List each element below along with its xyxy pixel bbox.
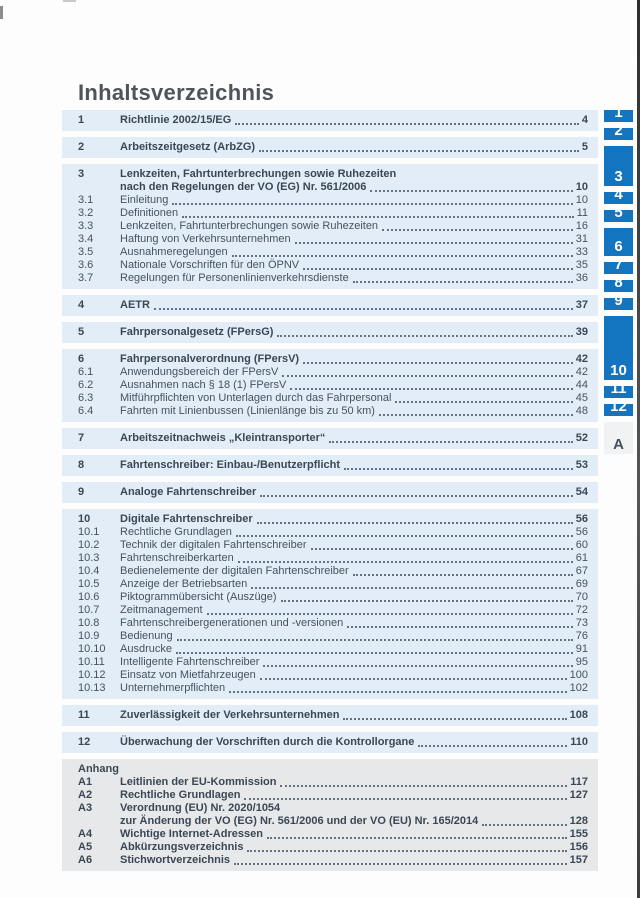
table-of-contents	[62, 110, 598, 877]
toc-entry-number: 5	[78, 326, 85, 338]
toc-entry-row	[62, 392, 598, 405]
toc-page-number: 91	[575, 643, 588, 655]
dot-leader	[207, 613, 573, 615]
toc-entry-title: Lenkzeiten, Fahrtunterbrechungen sowie Ruhezeiten	[120, 220, 379, 232]
toc-entry-number: 1	[78, 114, 85, 126]
toc-page-number: 100	[569, 669, 588, 681]
toc-page-number: 102	[569, 682, 588, 694]
dot-leader	[343, 718, 566, 720]
scan-mark-artifact	[0, 6, 3, 19]
dot-leader	[229, 691, 566, 693]
toc-page-number: 35	[575, 259, 588, 271]
toc-entry-title: Mitführpflichten von Unterlagen durch das Fahrpersonal	[120, 392, 392, 404]
dot-leader	[259, 150, 579, 152]
toc-page-number: 11	[576, 207, 588, 219]
toc-block-2	[62, 137, 598, 158]
toc-entry-title: Digitale Fahrtenschreiber	[120, 513, 253, 525]
toc-entry-row	[62, 776, 598, 789]
dot-leader	[344, 468, 573, 470]
toc-entry-title: Bedienelemente der digitalen Fahrtenschreiber	[120, 565, 349, 577]
toc-entry-row	[62, 207, 598, 220]
toc-block-10	[62, 509, 598, 699]
toc-entry-row	[62, 578, 598, 591]
toc-entry-row	[62, 326, 598, 339]
dot-leader	[154, 308, 573, 310]
chapter-tab-7: 7	[604, 262, 633, 274]
toc-entry-number: 10.12	[78, 669, 106, 681]
page-title: Inhaltsverzeichnis	[78, 80, 275, 105]
toc-entry-title: Richtlinie 2002/15/EG	[120, 114, 232, 126]
toc-entry-title: Anwendungsbereich der FPersV	[120, 366, 279, 378]
dot-leader	[238, 561, 573, 563]
toc-entry-row	[62, 168, 598, 181]
toc-entry-number: 3	[78, 168, 85, 180]
toc-page-number: 73	[575, 617, 588, 629]
chapter-tab-A: A	[604, 422, 633, 454]
dot-leader	[235, 123, 579, 125]
toc-block-9	[62, 482, 598, 503]
dot-leader	[282, 375, 572, 377]
toc-entry-title: Unternehmerpflichten	[120, 682, 226, 694]
toc-entry-row	[62, 682, 598, 695]
toc-entry-title: Technik der digitalen Fahrtenschreiber	[120, 539, 307, 551]
toc-entry-title: Wichtige Internet-Adressen	[120, 828, 263, 840]
dot-leader	[418, 745, 567, 747]
toc-entry-row	[62, 259, 598, 272]
dot-leader	[311, 548, 573, 550]
chapter-tab-1: 1	[604, 110, 633, 122]
toc-entry-number: 10	[78, 513, 91, 525]
toc-page-number: 56	[575, 526, 588, 538]
toc-entry-number: 3.2	[78, 207, 94, 219]
toc-entry-number: A5	[78, 841, 93, 853]
anhang-label: Anhang	[78, 763, 119, 775]
toc-entry-title: AETR	[120, 299, 150, 311]
dot-leader	[244, 798, 566, 800]
toc-entry-title: Verordnung (EU) Nr. 2020/1054	[120, 802, 281, 814]
toc-entry-number: 4	[78, 299, 85, 311]
toc-entry-number: 7	[78, 432, 85, 444]
dot-leader	[303, 362, 573, 364]
toc-entry-row	[62, 233, 598, 246]
toc-entry-title: Regelungen für Personenlinienverkehrsdienste	[120, 272, 349, 284]
toc-entry-title: Ausnahmeregelungen	[120, 246, 228, 258]
toc-entry-row	[62, 181, 598, 194]
dot-leader	[281, 600, 573, 602]
toc-entry-title: nach den Regelungen der VO (EG) Nr. 561/2006	[120, 181, 367, 193]
dot-leader	[176, 652, 573, 654]
dot-leader	[267, 837, 567, 839]
toc-entry-row	[62, 379, 598, 392]
toc-entry-number: 10.8	[78, 617, 100, 629]
toc-entry-number: A6	[78, 854, 93, 866]
chapter-tab-4: 4	[604, 192, 633, 204]
toc-page-number: 155	[569, 828, 588, 840]
toc-entry-title: Abkürzungsverzeichnis	[120, 841, 244, 853]
toc-entry-number: 10.7	[78, 604, 100, 616]
toc-entry-row	[62, 669, 598, 682]
toc-entry-title: Nationale Vorschriften für den ÖPNV	[120, 259, 300, 271]
chapter-tab-5: 5	[604, 210, 633, 222]
toc-entry-number: A2	[78, 789, 93, 801]
toc-entry-number: 10.3	[78, 552, 100, 564]
toc-page-number: 42	[575, 353, 588, 365]
toc-entry-row	[62, 802, 598, 815]
toc-page-number: 48	[575, 405, 588, 417]
toc-entry-row	[62, 736, 598, 749]
dot-leader	[260, 678, 567, 680]
toc-entry-number: 6.3	[78, 392, 94, 404]
dot-leader	[382, 229, 573, 231]
toc-entry-title: Bedienung	[120, 630, 173, 642]
toc-entry-number: 10.9	[78, 630, 100, 642]
dot-leader	[280, 785, 567, 787]
toc-entry-number: A3	[78, 802, 93, 814]
dot-leader	[347, 626, 573, 628]
dot-leader	[260, 495, 572, 497]
dot-leader	[329, 441, 572, 443]
toc-entry-number: 6.1	[78, 366, 94, 378]
dot-leader	[379, 414, 573, 416]
toc-page-number: 36	[575, 272, 588, 284]
toc-entry-title: Überwachung der Vorschriften durch die Kontrollorgane	[120, 736, 415, 748]
toc-entry-title: Intelligente Fahrtenschreiber	[120, 656, 260, 668]
toc-entry-number: 3.4	[78, 233, 94, 245]
dot-leader	[182, 216, 573, 218]
toc-entry-title: Einleitung	[120, 194, 169, 206]
scan-mark-artifact	[63, 0, 76, 2]
toc-entry-title: Piktogrammübersicht (Auszüge)	[120, 591, 277, 603]
toc-entry-number: 10.4	[78, 565, 100, 577]
toc-entry-number: A1	[78, 776, 93, 788]
toc-block-4	[62, 295, 598, 316]
toc-page-number: 10	[575, 181, 588, 193]
dot-leader	[353, 574, 573, 576]
dot-leader	[353, 281, 573, 283]
toc-entry-row	[62, 405, 598, 418]
dot-leader	[236, 535, 573, 537]
toc-entry-number: 2	[78, 141, 85, 153]
chapter-tab-2: 2	[604, 128, 633, 140]
toc-entry-row	[62, 709, 598, 722]
dot-leader	[234, 863, 567, 865]
dot-leader	[482, 824, 566, 826]
toc-entry-title: Analoge Fahrtenschreiber	[120, 486, 257, 498]
toc-entry-row	[62, 432, 598, 445]
toc-entry-row	[62, 552, 598, 565]
toc-entry-row	[62, 656, 598, 669]
toc-block-3	[62, 164, 598, 289]
toc-block-11	[62, 705, 598, 726]
toc-entry-title: Arbeitszeitgesetz (ArbZG)	[120, 141, 256, 153]
toc-entry-row	[62, 828, 598, 841]
dot-leader	[177, 639, 573, 641]
toc-entry-row	[62, 643, 598, 656]
toc-block-12	[62, 732, 598, 753]
toc-page-number: 70	[575, 591, 588, 603]
toc-entry-number: 3.3	[78, 220, 94, 232]
toc-entry-number: 11	[78, 709, 90, 721]
toc-page-number: 108	[569, 709, 588, 721]
toc-entry-row	[62, 526, 598, 539]
toc-entry-title: Fahrpersonalverordnung (FPersV)	[120, 353, 300, 365]
toc-entry-number: 10.2	[78, 539, 100, 551]
toc-entry-number: 10.13	[78, 682, 106, 694]
toc-entry-row	[62, 604, 598, 617]
chapter-tab-10: 10	[604, 316, 633, 380]
toc-entry-row	[62, 272, 598, 285]
toc-page-number: 44	[575, 379, 588, 391]
toc-entry-row	[62, 299, 598, 312]
toc-entry-row	[62, 854, 598, 867]
toc-entry-row	[62, 246, 598, 259]
toc-entry-row	[62, 366, 598, 379]
toc-page-number: 53	[575, 459, 588, 471]
chapter-tab-6: 6	[604, 228, 633, 256]
toc-entry-title: zur Änderung der VO (EG) Nr. 561/2006 und der VO (EU) Nr. 165/2014	[120, 815, 479, 827]
toc-block-8	[62, 455, 598, 476]
toc-entry-title: Arbeitszeitnachweis „Kleintransporter“	[120, 432, 326, 444]
toc-entry-title: Rechtliche Grundlagen	[120, 789, 241, 801]
dot-leader	[303, 268, 573, 270]
dot-leader	[395, 401, 572, 403]
toc-entry-row	[62, 815, 598, 828]
toc-entry-row	[62, 353, 598, 366]
toc-entry-row	[62, 630, 598, 643]
toc-entry-number: 9	[78, 486, 85, 498]
dot-leader	[257, 522, 573, 524]
toc-entry-number: 3.1	[78, 194, 94, 206]
toc-page-number: 117	[570, 776, 588, 788]
toc-entry-row	[62, 194, 598, 207]
toc-entry-title: Rechtliche Grundlagen	[120, 526, 232, 538]
chapter-tab-11: 11	[604, 386, 633, 398]
toc-entry-row	[62, 220, 598, 233]
toc-page-number: 61	[575, 552, 588, 564]
toc-entry-row	[62, 617, 598, 630]
toc-page-number: 72	[575, 604, 588, 616]
toc-entry-row	[62, 141, 598, 154]
chapter-tab-12: 12	[604, 404, 633, 416]
toc-page-number: 33	[575, 246, 588, 258]
toc-entry-number: 8	[78, 459, 85, 471]
toc-entry-number: 10.5	[78, 578, 100, 590]
toc-page-number: 67	[575, 565, 588, 577]
chapter-tab-9: 9	[604, 298, 633, 310]
toc-entry-title: Einsatz von Mietfahrzeugen	[120, 669, 256, 681]
toc-entry-title: Haftung von Verkehrsunternehmen	[120, 233, 291, 245]
toc-entry-title: Lenkzeiten, Fahrtunterbrechungen sowie Ruhezeiten	[120, 168, 397, 180]
dot-leader	[277, 335, 572, 337]
toc-entry-number: 10.1	[78, 526, 100, 538]
toc-page-number: 54	[575, 486, 588, 498]
toc-entry-number: 10.11	[78, 656, 105, 668]
toc-entry-number: 10.10	[78, 643, 106, 655]
toc-entry-row	[62, 486, 598, 499]
toc-page-number: 16	[575, 220, 588, 232]
toc-entry-row	[62, 513, 598, 526]
toc-page-number: 127	[569, 789, 588, 801]
toc-page-number: 128	[569, 815, 588, 827]
toc-entry-title: Zeitmanagement	[120, 604, 203, 616]
dot-leader	[295, 242, 573, 244]
toc-entry-row	[62, 841, 598, 854]
toc-page-number: 5	[581, 141, 588, 153]
toc-entry-title: Ausdrucke	[120, 643, 172, 655]
toc-entry-title: Definitionen	[120, 207, 179, 219]
toc-page-number: 39	[575, 326, 588, 338]
toc-page-number: 10	[575, 194, 588, 206]
toc-block-5	[62, 322, 598, 343]
toc-entry-row	[62, 565, 598, 578]
toc-page-number: 69	[575, 578, 588, 590]
chapter-tab-8: 8	[604, 280, 633, 292]
toc-entry-number: 10.6	[78, 591, 100, 603]
toc-entry-number: 6	[78, 353, 85, 365]
toc-page-number: 4	[581, 114, 588, 126]
toc-page-number: 156	[569, 841, 588, 853]
toc-page-number: 52	[575, 432, 588, 444]
toc-entry-number: 3.6	[78, 259, 94, 271]
toc-page-number: 42	[575, 366, 588, 378]
toc-page-number: 76	[575, 630, 588, 642]
toc-page-number: 60	[575, 539, 588, 551]
toc-entry-title: Fahrtenschreibergenerationen und -versionen	[120, 617, 344, 629]
toc-page-number: 110	[570, 736, 588, 748]
chapter-tab-3: 3	[604, 146, 633, 186]
dot-leader	[290, 388, 572, 390]
toc-page-number: 31	[575, 233, 588, 245]
toc-entry-number: 6.4	[78, 405, 94, 417]
toc-entry-row	[62, 459, 598, 472]
toc-entry-number: 3.7	[78, 272, 94, 284]
toc-entry-title: Zuverlässigkeit der Verkehrsunternehmen	[120, 709, 340, 721]
toc-entry-number: 12	[78, 736, 91, 748]
toc-page-number: 45	[575, 392, 588, 404]
toc-page-number: 56	[575, 513, 588, 525]
toc-entry-title: Fahrtenschreiber: Einbau-/Benutzerpflicht	[120, 459, 341, 471]
toc-entry-title: Fahrten mit Linienbussen (Linienlänge bis zu 50 km)	[120, 405, 375, 417]
toc-page-number: 95	[575, 656, 588, 668]
toc-entry-row	[62, 539, 598, 552]
toc-entry-number: 6.2	[78, 379, 94, 391]
toc-entry-title: Leitlinien der EU-Kommission	[120, 776, 277, 788]
toc-page-number: 157	[569, 854, 588, 866]
toc-entry-title: Anzeige der Betriebsarten	[120, 578, 248, 590]
toc-entry-number: A4	[78, 828, 93, 840]
dot-leader	[247, 850, 566, 852]
toc-block-6	[62, 349, 598, 422]
toc-entry-title: Fahrtenschreiberkarten	[120, 552, 234, 564]
toc-page-number: 37	[575, 299, 588, 311]
toc-block-A	[62, 759, 598, 871]
toc-entry-row	[62, 591, 598, 604]
toc-entry-title: Stichwortverzeichnis	[120, 854, 231, 866]
toc-group-header-row	[62, 763, 598, 776]
dot-leader	[172, 203, 572, 205]
dot-leader	[370, 190, 572, 192]
toc-entry-number: 3.5	[78, 246, 94, 258]
toc-entry-title: Fahrpersonalgesetz (FPersG)	[120, 326, 274, 338]
dot-leader	[232, 255, 573, 257]
toc-block-7	[62, 428, 598, 449]
dot-leader	[251, 587, 573, 589]
toc-entry-title: Ausnahmen nach § 18 (1) FPersV	[120, 379, 287, 391]
toc-entry-row	[62, 114, 598, 127]
toc-entry-row	[62, 789, 598, 802]
dot-leader	[263, 665, 572, 667]
toc-block-1	[62, 110, 598, 131]
